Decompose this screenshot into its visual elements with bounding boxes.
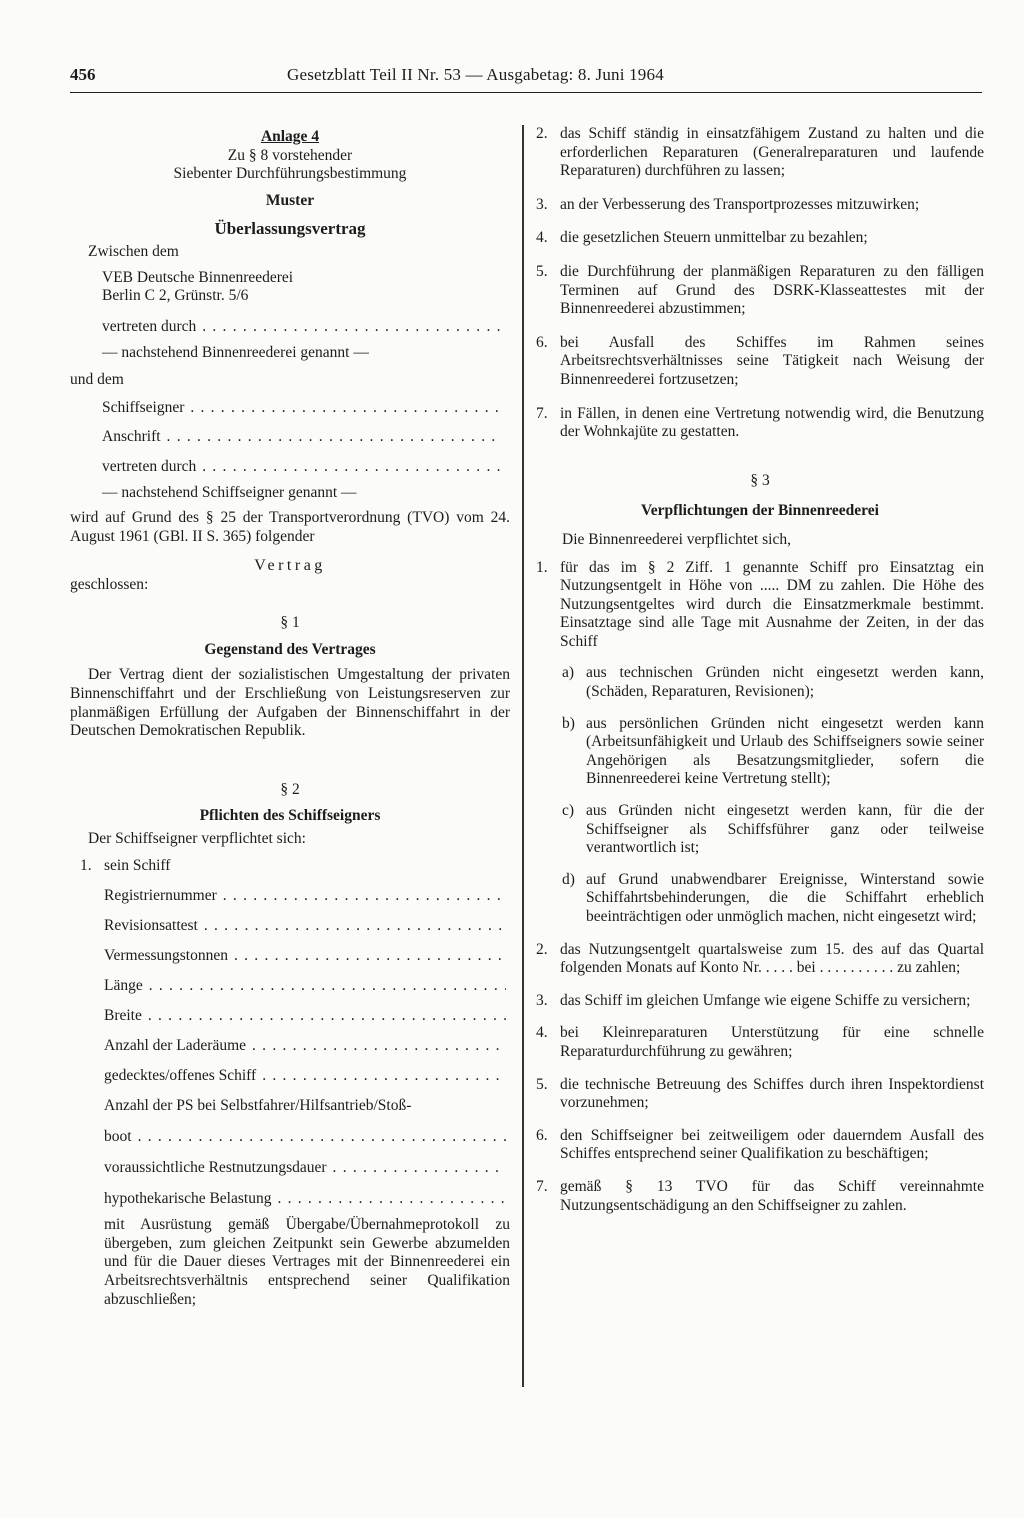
fill-field: gedecktes/offenes Schiff . . . — [70, 1067, 506, 1086]
list-item: 3. an der Verbesserung des Transportprozesses mitzuwirken; — [536, 195, 920, 213]
fill-field: vertreten durch . . . — [70, 458, 502, 477]
designation-line: — nachstehend Binnenreederei genannt — — [102, 344, 369, 362]
list-subitem: c) aus Gründen nicht eingesetzt werden kann, für die der Schiffseigner als Schiffsführer ganz oder teilweise verantwortlich ist; — [562, 802, 984, 857]
left-column — [70, 128, 510, 1309]
section-title: Pflichten des Schiffseigners — [199, 807, 381, 825]
fill-field: Revisionsattest . . . — [70, 917, 506, 936]
section-title: Verpflichtungen der Binnenreederei — [641, 502, 879, 520]
column-divider — [522, 125, 524, 1387]
right-column — [536, 125, 984, 1215]
anlage-heading: Anlage 4 — [260, 128, 320, 145]
designation-line: — nachstehend Schiffseigner genannt — — [102, 484, 357, 502]
reference-line: Siebenter Durchführungsbestimmung — [173, 165, 407, 183]
section-title: Gegenstand des Vertrages — [204, 640, 376, 658]
list-item: 1. sein Schiff — [80, 856, 171, 874]
fill-field: Vermessungstonnen . . . — [70, 947, 506, 966]
fill-field: vertreten durch . . . — [70, 318, 502, 337]
list-item-text: mit Ausrüstung gemäß Übergabe/Übernahmeprotokoll zu übergeben, zum gleichen Zeitpunkt sein Gewerbe abzumelden und für die Dauer dieses Vertrages mit der Binnenreederei ein Arbeitsrechtsverhältnis entsprechend seiner Qualifikation abzuschließen; — [104, 1216, 510, 1308]
section2-list — [536, 125, 984, 442]
fill-field: Anzahl der Laderäume . . . — [70, 1037, 506, 1056]
fill-field: voraussichtliche Restnutzungsdauer . . . — [70, 1159, 506, 1178]
reference-line: Zu § 8 vorstehender — [227, 146, 353, 164]
list-item: 5. die technische Betreuung des Schiffes durch ihren Inspektordienst vorzunehmen; — [536, 1075, 984, 1112]
list-item: 2. das Schiff ständig in einsatzfähigem Zustand zu halten und die erforderlichen Reparaturen (Generalreparaturen und laufende Reparaturen) durchführen zu lassen; — [536, 125, 984, 180]
organization-address: Berlin C 2, Grünstr. 5/6 — [102, 287, 249, 305]
page-header — [70, 66, 982, 93]
fill-field: Breite . . . — [70, 1007, 506, 1026]
list-item: 5. die Durchführung der planmäßigen Reparaturen zu den fälligen Terminen auf Grund des DSRK-Klasseattestes mit der Binnenreederei abzustimmen; — [536, 262, 984, 318]
ship-fields — [70, 887, 510, 1086]
organization-name: VEB Deutsche Binnenreederei — [102, 268, 294, 286]
fill-field: Registriernummer . . . — [70, 887, 506, 906]
gazette-title: Gesetzblatt Teil II Nr. 53 — Ausgabetag: 8. Juni 1964 — [287, 65, 664, 84]
fill-field: Anschrift . . . — [70, 428, 502, 447]
list-subitem: b) aus persönlichen Gründen nicht eingesetzt werden kann (Arbeitsunfähigkeit und Urlaub des Schiffseigners sowie seiner Angehörigen als Besatzungsmitglieder, sofern die Binnenreederei keine Vertretung stellt); — [562, 714, 984, 788]
list-item: 7. in Fällen, in denen eine Vertretung notwendig wird, die Benutzung der Wohnkajüte zu gestatten. — [536, 404, 984, 441]
contract-basis-paragraph: wird auf Grund des § 25 der Transportverordnung (TVO) vom 24. August 1961 (GBl. II S. 365) folgender — [70, 508, 510, 545]
list-item: 4. die gesetzlichen Steuern unmittelbar zu bezahlen; — [536, 229, 868, 247]
section-text: Der Vertrag dient der sozialistischen Umgestaltung der privaten Binnenschiffahrt und der Erschließung von Leistungsreserven zur planmäßigen Erfüllung der Aufgaben der Binnenschiffahrt in der Deutschen Demokratischen Republik. — [70, 666, 510, 740]
list-item: 1. für das im § 2 Ziff. 1 genannte Schiff pro Einsatztag ein Nutzungsentgelt in Höhe von ..... DM zu zahlen. Die Höhe des Nutzungsentgeltes wird durch die Einsatzmerkmale bestimmt. Einsatztage sind alle Tage mit Ausnahme der Zeiten, in der das Schiff — [536, 558, 984, 650]
list-item: 6. den Schiffseigner bei zeitweiligem oder dauerndem Ausfall des Schiffes entsprechend seiner Qualifikation zu beschäftigen; — [536, 1126, 984, 1163]
section3-list — [536, 941, 984, 1216]
list-item: 4. bei Kleinreparaturen Unterstützung für eine schnelle Reparaturdurchführung zu gewähren; — [536, 1024, 984, 1060]
fill-field: Länge . . . — [70, 977, 506, 996]
contract-title: Überlassungsvertrag — [214, 219, 366, 239]
list-subitem: d) auf Grund unabwendbarer Ereignisse, Winterstand sowie Schiffahrtsbehinderungen, die die Schiffahrt erheblich beeinträchtigen oder unmöglich machen, nicht eingesetzt wird; — [562, 870, 984, 925]
fill-field: hypothekarische Belastung . . . — [70, 1190, 506, 1209]
fill-field: Schiffseigner . . . — [70, 399, 502, 418]
list-item: 7. gemäß § 13 TVO für das Schiff vereinnahmte Nutzungsentschädigung an den Schiffseigner zu zahlen. — [536, 1177, 984, 1214]
ship-fields-2 — [70, 1159, 510, 1208]
section-intro: Die Binnenreederei verpflichtet sich, — [562, 530, 791, 548]
section-number: § 1 — [280, 614, 300, 632]
ps-label: Anzahl der PS bei Selbstfahrer/Hilfsantrieb/Stoß- — [104, 1096, 412, 1114]
zwischen-line: Zwischen dem — [88, 242, 179, 260]
muster-heading: Muster — [265, 191, 315, 209]
page-number: 456 — [70, 65, 96, 84]
fill-field: boot . . . — [70, 1128, 506, 1147]
section-number: § 2 — [280, 780, 300, 798]
geschlossen-line: geschlossen: — [70, 575, 149, 593]
list-item: 6. bei Ausfall des Schiffes im Rahmen seines Arbeitsrechtsverhältnisses seine Tätigkeit nach Weisung der Binnenreederei fortzusetzen; — [536, 333, 984, 388]
section-number: § 3 — [750, 471, 770, 489]
subitem-list — [536, 664, 984, 926]
list-subitem: a) aus technischen Gründen nicht eingesetzt werden kann, (Schäden, Reparaturen, Revisionen); — [562, 664, 984, 701]
vertrag-heading: Vertrag — [254, 557, 326, 575]
list-item: 3. das Schiff im gleichen Umfange wie eigene Schiffe zu versichern; — [536, 991, 971, 1009]
list-item: 2. das Nutzungsentgelt quartalsweise zum 15. des auf das Quartal folgenden Monats auf Konto Nr. . . . . bei . . . . . . . . . . zu zahlen; — [536, 940, 984, 977]
section-intro: Der Schiffseigner verpflichtet sich: — [88, 830, 306, 848]
und-dem-line: und dem — [70, 370, 124, 388]
